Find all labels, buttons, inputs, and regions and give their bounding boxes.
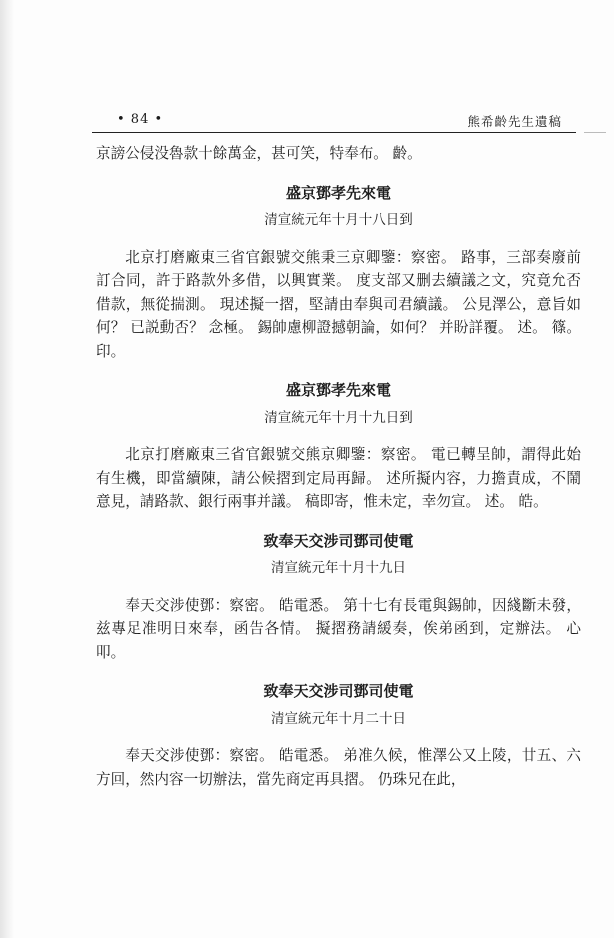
telegram-section	[96, 680, 581, 791]
opening-line: 京謗公侵没魯款十餘萬金，甚可笑，特奉布。 齡。	[96, 145, 422, 162]
page-number: • 84 •	[117, 112, 164, 127]
page-edge-shadow	[0, 0, 14, 938]
telegram-section	[96, 182, 581, 364]
section-body: 北京打磨廠東三省官銀號交熊京卿鑒：察密。 電已轉呈帥，謂得此始有生機，即當續陳，請公候摺到定局再歸。 述所擬内容，力擔責成，不鬧意見，請路款、銀行兩事并議。 稿即寄，惟未定，幸勿宣。 述。 皓。	[96, 446, 581, 510]
section-title: 致奉天交涉司鄧司使電	[263, 682, 414, 700]
section-title: 致奉天交涉司鄧司使電	[263, 531, 414, 550]
section-date: 清宣統元年十月十九日	[271, 560, 406, 576]
section-title: 盛京鄧孝先來電	[285, 183, 391, 202]
section-date: 清宣統元年十月二十日	[271, 710, 406, 727]
section-body: 奉天交涉使鄧：察密。 皓電悉。 弟准久候，惟澤公又上陵，廿五、六方回，然内容一切辦法，當先商定再具摺。 仍珠兄在此，	[96, 747, 581, 788]
section-date: 清宣統元年十月十九日到	[264, 409, 413, 426]
section-date: 清宣統元年十月十八日到	[264, 212, 413, 228]
telegram-section	[96, 379, 581, 514]
header-rule-tail	[584, 132, 606, 133]
section-title: 盛京鄧孝先來電	[285, 381, 391, 399]
section-body: 奉天交涉使鄧：察密。 皓電悉。 第十七有長電與錫帥，因綫斷未發，兹專足准明日來奉，函告各情。 擬摺務請緩奏，俟弟函到，定辦法。 心叩。	[96, 596, 581, 661]
page-body	[96, 142, 581, 791]
running-head-title: 熊希齡先生遺稿	[467, 114, 562, 129]
telegram-section	[96, 530, 581, 665]
section-body: 北京打磨廠東三省官銀號交熊秉三京卿鑒：察密。 路事，三部奏廢前訂合同，許于路款外多借，以興實業。 度支部又删去續議之文，究竟允否借款，無從揣測。 現述擬一摺，堅請由奉與司君續議。 公見澤公，意旨如何？ 已説動否？ 念極。 錫帥慮柳證撼朝論，如何？ 并盼詳覆。 述。 篠。 印。	[96, 248, 581, 360]
header-rule	[92, 132, 576, 133]
